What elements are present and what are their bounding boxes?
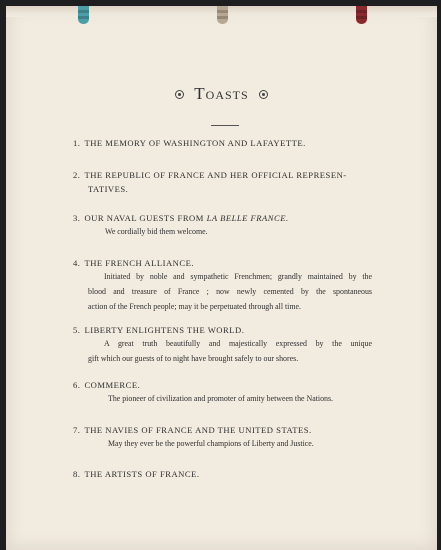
- toast-heading-text: COMMERCE.: [84, 380, 141, 390]
- toast-number: 6.: [73, 380, 81, 390]
- toast-heading-continued: TATIVES.: [88, 184, 129, 194]
- left-ornament-icon: [175, 90, 184, 99]
- toast-number: 7.: [73, 425, 81, 435]
- blue-ribbon-tie: [78, 6, 89, 24]
- toast-number: 5.: [73, 325, 81, 335]
- toast-heading: [73, 468, 200, 480]
- toast-heading: [73, 212, 289, 224]
- title-divider: [211, 125, 239, 126]
- right-ornament-icon: [259, 90, 268, 99]
- toast-heading: [73, 169, 347, 181]
- page-title: [6, 83, 437, 104]
- toast-number: 4.: [73, 258, 81, 268]
- page-title-text: Toasts: [194, 84, 249, 103]
- toast-number: 2.: [73, 170, 81, 180]
- toast-heading: [73, 257, 194, 269]
- tan-ribbon-tie: [217, 6, 228, 24]
- toast-heading-text: OUR NAVAL GUESTS FROM: [84, 213, 207, 223]
- toast-heading: [73, 324, 244, 336]
- red-ribbon-tie: [356, 6, 367, 24]
- toast-number: 3.: [73, 213, 81, 223]
- toast-text: action of the French people; may it be perpetuated through all time.: [88, 302, 301, 311]
- toast-number: 1.: [73, 138, 81, 148]
- toast-heading-text: THE FRENCH ALLIANCE.: [84, 258, 194, 268]
- toast-heading-text: THE ARTISTS OF FRANCE.: [84, 469, 200, 479]
- toast-heading: [73, 379, 140, 391]
- toast-heading-text: THE NAVIES OF FRANCE AND THE UNITED STATES.: [84, 425, 312, 435]
- toast-heading-italic: LA BELLE FRANCE.: [206, 213, 289, 223]
- toast-text: The pioneer of civilization and promoter of amity between the Nations.: [108, 394, 334, 403]
- toast-text: gift which our guests of to night have brought safely to our shores.: [88, 354, 299, 363]
- menu-card-page: [6, 6, 437, 550]
- toast-heading: [73, 137, 306, 149]
- toast-text: Initiated by noble and sympathetic Frenchmen; grandly maintained by the: [104, 272, 372, 281]
- toast-text: A great truth beautifully and majestically expressed by the unique: [104, 339, 372, 348]
- toast-text: We cordially bid them welcome.: [105, 227, 208, 236]
- toast-text: blood and treasure of France ; now newly cemented by the spontaneous: [88, 287, 372, 296]
- toast-heading-text: THE REPUBLIC OF FRANCE AND HER OFFICIAL REPRESEN-: [84, 170, 347, 180]
- toast-number: 8.: [73, 469, 81, 479]
- toast-text: May they ever be the powerful champions of Liberty and Justice.: [108, 439, 314, 448]
- toast-heading-text: THE MEMORY OF WASHINGTON AND LAFAYETTE.: [84, 138, 306, 148]
- toast-heading-text: LIBERTY ENLIGHTENS THE WORLD.: [84, 325, 245, 335]
- toast-heading: [73, 424, 312, 436]
